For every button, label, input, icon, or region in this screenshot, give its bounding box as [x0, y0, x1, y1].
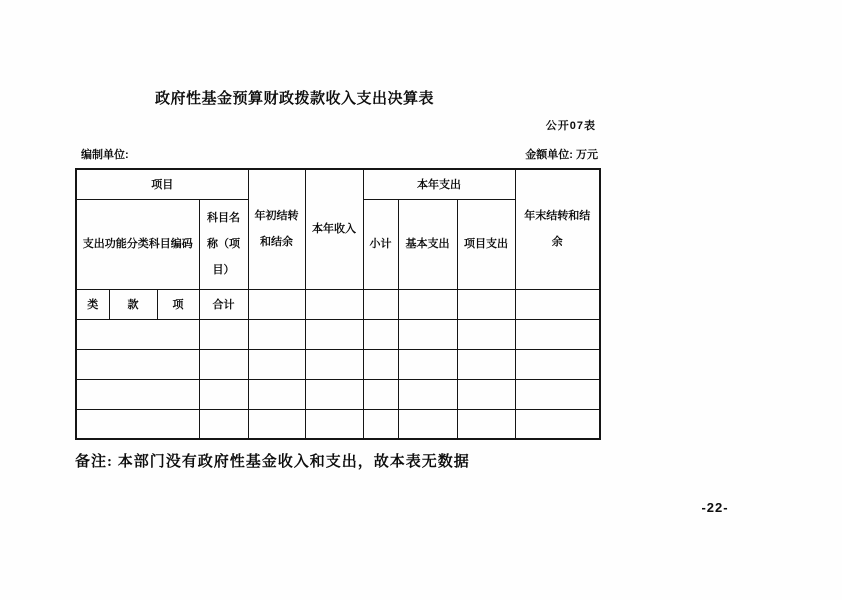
table-cell — [457, 349, 515, 379]
total-row-cell — [248, 289, 305, 319]
form-code-label: 公开07表 — [545, 120, 596, 132]
header-subject-name: 科目名称（项目） — [199, 199, 248, 289]
header-section-col: 款 — [109, 289, 157, 319]
table-cell — [398, 319, 457, 349]
table-cell — [199, 349, 248, 379]
header-project-expense: 项目支出 — [457, 199, 515, 289]
total-row-cell — [457, 289, 515, 319]
table-cell — [515, 379, 600, 409]
header-item-col: 项 — [157, 289, 199, 319]
header-beginning-year-carryover: 年初结转和结余 — [248, 169, 305, 289]
table-cell — [199, 409, 248, 439]
table-row — [76, 409, 600, 439]
header-expense-function-code: 支出功能分类科目编码 — [76, 199, 199, 289]
total-row-cell — [305, 289, 363, 319]
table-cell — [305, 379, 363, 409]
table-cell — [305, 409, 363, 439]
table-cell — [248, 349, 305, 379]
page-number: -22- — [701, 500, 729, 515]
header-class-col: 类 — [76, 289, 109, 319]
header-current-year-income: 本年收入 — [305, 169, 363, 289]
table-cell — [515, 409, 600, 439]
total-row-cell — [398, 289, 457, 319]
fund-budget-table — [75, 168, 601, 440]
header-basic-expense: 基本支出 — [398, 199, 457, 289]
table-cell — [305, 349, 363, 379]
table-cell — [363, 319, 398, 349]
header-row-3 — [76, 289, 600, 319]
table-cell — [457, 379, 515, 409]
page-title: 政府性基金预算财政拨款收入支出决算表 — [155, 90, 435, 107]
table-cell — [199, 319, 248, 349]
table-cell — [398, 349, 457, 379]
table-cell — [199, 379, 248, 409]
table-cell — [457, 319, 515, 349]
table-cell — [515, 319, 600, 349]
header-item-group: 项目 — [76, 169, 248, 199]
table-cell — [363, 379, 398, 409]
prepared-by-label: 编制单位: — [81, 149, 129, 161]
note-text: 备注: 本部门没有政府性基金收入和支出，故本表无数据 — [75, 454, 470, 470]
header-current-year-expense: 本年支出 — [363, 169, 515, 199]
table-cell — [248, 409, 305, 439]
table-cell — [398, 379, 457, 409]
table-cell — [515, 349, 600, 379]
table-row — [76, 319, 600, 349]
table-cell — [363, 409, 398, 439]
total-row-cell — [363, 289, 398, 319]
header-total: 合计 — [199, 289, 248, 319]
table-cell — [76, 349, 199, 379]
table-cell — [76, 319, 199, 349]
table-cell — [248, 319, 305, 349]
table-cell — [76, 409, 199, 439]
table-cell — [398, 409, 457, 439]
header-subtotal: 小计 — [363, 199, 398, 289]
header-year-end-carryover: 年末结转和结余 — [515, 169, 600, 289]
table-row — [76, 379, 600, 409]
header-row-1 — [76, 169, 600, 199]
table-cell — [248, 379, 305, 409]
amount-unit-label: 金额单位: 万元 — [525, 149, 598, 161]
table-cell — [305, 319, 363, 349]
total-row-cell — [515, 289, 600, 319]
table-cell — [76, 379, 199, 409]
table-cell — [457, 409, 515, 439]
table-row — [76, 349, 600, 379]
table-cell — [363, 349, 398, 379]
